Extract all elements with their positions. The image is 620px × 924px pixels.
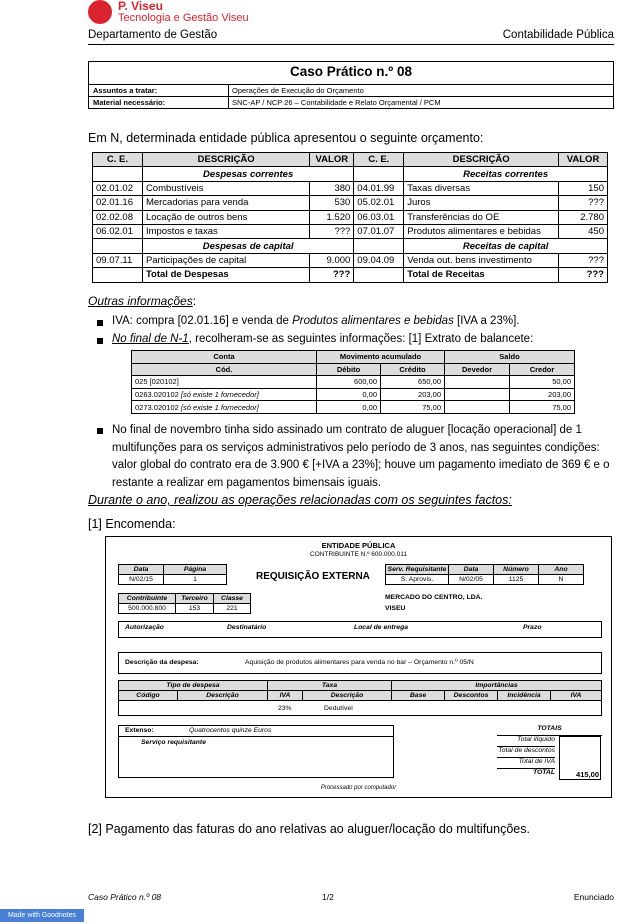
serv-label: Serv. Requisitante [385, 564, 449, 575]
table-row [93, 196, 608, 210]
col-ce-2: C. E. [354, 153, 404, 167]
numero-value: 1125 [493, 574, 539, 585]
form-contrib: CONTRIBUINTE N.º 600.000.011 [310, 551, 407, 558]
page-title: Caso Prático n.º 08 [290, 64, 412, 79]
section-row [93, 239, 608, 253]
col-desc: DESCRIÇÃO [142, 153, 309, 167]
footer-center: 1/2 [322, 892, 334, 902]
outras-label: Outras informações [88, 294, 193, 308]
cell: 150 [559, 181, 608, 195]
total-receitas-value: ??? [559, 268, 608, 282]
balance-subheader-row [132, 363, 575, 376]
ano-value: N [538, 574, 584, 585]
cell [445, 388, 510, 401]
data-value: N/02/15 [118, 574, 164, 585]
bullet2-text [112, 333, 533, 345]
table-row [93, 224, 608, 238]
servico-box [118, 736, 394, 778]
bullet3-line: valor global do contrato era de 3.900 € [+IVA a 23%]; houve um pagamento imediato de 369 € e o [112, 459, 610, 471]
cell: 0,00 [317, 388, 381, 401]
cell: ??? [559, 196, 608, 210]
movimento-header: Movimento acumulado [317, 351, 445, 364]
description-row [118, 652, 602, 674]
footer-right: Enunciado [573, 892, 614, 902]
processed-note: Processado por computador [320, 785, 397, 791]
table-row [132, 376, 575, 389]
cell: 09.04.09 [354, 253, 404, 267]
cell: Combustíveis [142, 181, 309, 195]
data2-label: Data [448, 564, 494, 575]
cell: 09.07.11 [93, 253, 143, 267]
data2-value: N/02/05 [448, 574, 494, 585]
header-left: Departamento de Gestão [88, 29, 218, 41]
total-iva-label: Total de IVA [497, 758, 555, 769]
section-label: Receitas de capital [404, 239, 608, 253]
cell: 203,00 [510, 388, 575, 401]
col-descricao: Descrição [177, 690, 268, 701]
table-row [93, 253, 608, 267]
cell: Produtos alimentares e bebidas [404, 224, 559, 238]
cell: 380 [310, 181, 354, 195]
budget-header-row [93, 153, 608, 167]
item1-label: [1] Encomenda: [88, 517, 176, 531]
col-iva-2: IVA [550, 690, 602, 701]
durante-heading: Durante o ano, realizou as operações relacionadas com os seguintes factos: [88, 493, 512, 507]
material-row [89, 96, 613, 109]
cell: 06.02.01 [93, 224, 143, 238]
bullet-icon [97, 320, 103, 326]
credor-header: Credor [510, 363, 575, 376]
bullet3-text [112, 422, 612, 492]
logo-line2: Tecnologia e Gestão Viseu [118, 12, 249, 24]
subject-value: Operações de Execução do Orçamento [228, 85, 364, 97]
col-codigo: Código [118, 690, 178, 701]
serv-value: S. Aprovis. [385, 574, 449, 585]
cell: 0273.020102 [só existe 1 fornecedor] [132, 401, 317, 414]
desc-value: Aquisição de produtos alimentares para venda no bar – Orçamento n.º 05/N [245, 659, 474, 666]
logo-line1: P. Viseu [118, 0, 163, 13]
bullet2-b: , recolheram-se as seguintes informações: [1] Extrato de balancete: [188, 333, 534, 345]
section-label: Despesas de capital [142, 239, 353, 253]
total-despesas-value: ??? [310, 268, 354, 282]
cell: 06.03.01 [354, 210, 404, 224]
col-descricao-2: Descrição [302, 690, 392, 701]
outras-heading: Outras informações: [88, 294, 197, 308]
cell: 203,00 [381, 388, 445, 401]
cell: 75,00 [381, 401, 445, 414]
mercado-city: VISEU [385, 605, 406, 612]
col-incidencia: Incidência [497, 690, 551, 701]
col-base: Base [391, 690, 445, 701]
cell [445, 401, 510, 414]
col-valor: VALOR [310, 153, 354, 167]
logo-text [118, 0, 249, 24]
section-row [93, 167, 608, 181]
credito-header: Crédito [381, 363, 445, 376]
cell: 0263.020102 [só existe 1 fornecedor] [132, 388, 317, 401]
pagina-label: Página [163, 564, 227, 575]
intro-text: Em N, determinada entidade pública apresentou o seguinte orçamento: [88, 131, 484, 145]
cell: 05.02.01 [354, 196, 404, 210]
total-receitas-label: Total de Receitas [404, 268, 559, 282]
cell: 02.01.16 [93, 196, 143, 210]
cell: 04.01.99 [354, 181, 404, 195]
header-rule [88, 44, 614, 45]
servico-label: Serviço requisitante [141, 739, 206, 746]
debito-header: Débito [317, 363, 381, 376]
cell: 0,00 [317, 401, 381, 414]
classe-value: 221 [213, 603, 251, 614]
material-key: Material necessário: [93, 98, 166, 107]
col-descontos: Descontos [444, 690, 498, 701]
ano-label: Ano [538, 564, 584, 575]
subject-key: Assuntos a tratar: [93, 86, 158, 95]
numero-label: Número [493, 564, 539, 575]
col-valor-2: VALOR [559, 153, 608, 167]
bullet1-b: Produtos alimentares e bebidas [292, 315, 454, 327]
cell: Juros [404, 196, 559, 210]
cell: ??? [559, 253, 608, 267]
cell: 07.01.07 [354, 224, 404, 238]
prazo-label: Prazo [523, 624, 542, 631]
table-row [93, 181, 608, 195]
total-value: 415,00 [576, 770, 599, 779]
authorization-row [118, 621, 602, 638]
bullet1-c: [IVA a 23%]. [453, 315, 520, 327]
footer-left: Caso Prático n.º 08 [88, 892, 162, 902]
cell [445, 376, 510, 389]
cell: 450 [559, 224, 608, 238]
header-right: Contabilidade Pública [502, 29, 614, 41]
terceiro-value: 153 [175, 603, 214, 614]
cell: 75,00 [510, 401, 575, 414]
col-iva: IVA [267, 690, 303, 701]
cell: 2.780 [559, 210, 608, 224]
cell: 02.02.08 [93, 210, 143, 224]
form-entity: ENTIDADE PÚBLICA [321, 541, 396, 550]
bullet3-line: restante a realizar em pagamentos bimensais iguais. [112, 476, 382, 489]
cell: Venda out. bens investimento [404, 253, 559, 267]
form-doc-title: REQUISIÇÃO EXTERNA [256, 571, 370, 582]
total-label: TOTAL [532, 769, 555, 776]
data-label: Data [118, 564, 164, 575]
autorizacao-label: Autorização [125, 624, 164, 631]
iva-desc: Dedutível [324, 705, 353, 712]
totals-box [497, 725, 602, 785]
cell: Transferências do OE [404, 210, 559, 224]
cell: 50,00 [510, 376, 575, 389]
table-row [132, 401, 575, 414]
total-despesas-label: Total de Despesas [142, 268, 309, 282]
bullet2-a: No final de N-1 [112, 333, 189, 345]
mercado-name: MERCADO DO CENTRO, LDA. [385, 594, 483, 601]
destinatario-label: Destinatário [227, 624, 267, 631]
conta-header: Conta [132, 351, 317, 364]
local-label: Local de entrega [354, 624, 409, 631]
goodnotes-badge[interactable]: Made with Goodnotes [0, 909, 84, 922]
bullet3-line: multifunções para os serviços administrativos pelo período de 3 anos, nas seguintes condições: [112, 441, 600, 454]
bullet-icon [97, 338, 103, 344]
bullet1-a: IVA: compra [02.01.16] e venda de [112, 315, 293, 327]
balance-header-row [132, 351, 575, 364]
cell: 1.520 [310, 210, 354, 224]
section-label: Receitas correntes [404, 167, 608, 181]
cell: 9.000 [310, 253, 354, 267]
tipo-label: Tipo de despesa [118, 680, 268, 691]
table-row [132, 388, 575, 401]
extenso-value: Quatrocentos quinze Euros [189, 727, 272, 734]
cell: Taxas diversas [404, 181, 559, 195]
desc-label: Descrição da despesa: [125, 659, 199, 666]
cell: 025 [020102] [132, 376, 317, 389]
importancias-label: Importâncias [391, 680, 602, 691]
material-value: SNC-AP / NCP 26 – Contabilidade e Relato Orçamental / PCM [228, 97, 441, 109]
terceiro-label: Terceiro [175, 593, 214, 604]
devedor-header: Devedor [445, 363, 510, 376]
saldo-header: Saldo [445, 351, 575, 364]
cell: 02.01.02 [93, 181, 143, 195]
logo-mark [88, 0, 112, 24]
section-label: Despesas correntes [142, 167, 353, 181]
col-ce: C. E. [93, 153, 143, 167]
budget-table [92, 152, 608, 283]
bullet-icon [97, 428, 103, 434]
cod-header: Cód. [132, 363, 317, 376]
extenso-label: Extenso: [125, 727, 154, 734]
cell: Impostos e taxas [142, 224, 309, 238]
total-iliquido-label: Total ilíquido [497, 736, 555, 747]
title-box [88, 61, 614, 109]
cell: Participações de capital [142, 253, 309, 267]
contribuinte-value: 500.000.800 [118, 603, 176, 614]
pagina-value: 1 [163, 574, 227, 585]
contribuinte-label: Contribuinte [118, 593, 176, 604]
item2-label: [2] Pagamento das faturas do ano relativas ao aluguer/locação do multifunções. [88, 822, 530, 836]
iva-value: 23% [278, 705, 292, 712]
cell: ??? [310, 224, 354, 238]
cell: 530 [310, 196, 354, 210]
bullet1-text [112, 315, 519, 327]
table-row [93, 210, 608, 224]
col-desc-2: DESCRIÇÃO [404, 153, 559, 167]
importancias-row [118, 700, 602, 716]
totais-label: TOTAIS [497, 725, 602, 736]
totals-row [93, 268, 608, 282]
requisition-form [105, 536, 612, 798]
bullet3-line: No final de novembro tinha sido assinado um contrato de aluguer [locação operacional] de 1 [112, 424, 582, 436]
cell: 650,00 [381, 376, 445, 389]
cell: Locação de outros bens [142, 210, 309, 224]
cell: 600,00 [317, 376, 381, 389]
taxa-label: Taxa [267, 680, 392, 691]
balance-table [131, 350, 575, 414]
classe-label: Classe [213, 593, 251, 604]
cell: Mercadorias para venda [142, 196, 309, 210]
total-descontos-label: Total de descontos [497, 747, 555, 758]
